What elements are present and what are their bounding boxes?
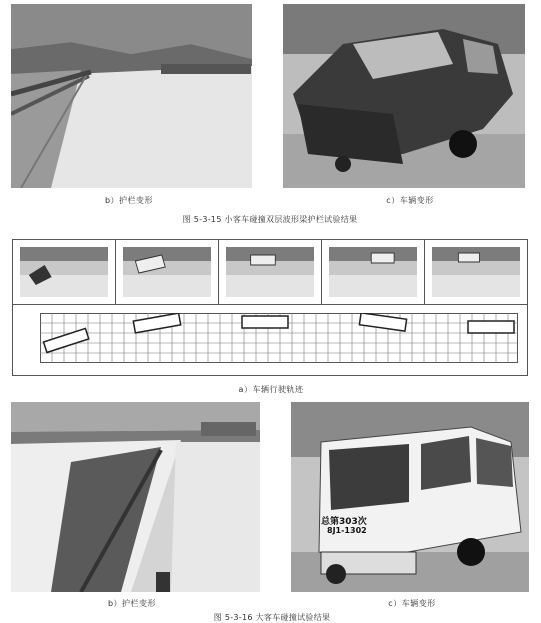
caption-vehicle-trajectory: a）车辆行驶轨迹	[238, 385, 304, 394]
guardrail-deformation-photo-bus	[11, 402, 260, 592]
trajectory-frame	[322, 240, 425, 304]
trajectory-frame	[425, 240, 527, 304]
bus-route-sign: 总第303次	[321, 517, 367, 527]
trajectory-frames-row	[13, 240, 527, 305]
trajectory-frame	[13, 240, 116, 304]
caption-guardrail-deformation: b）护栏变形	[104, 196, 154, 205]
guardrail-deformation-photo-small-car	[11, 4, 252, 188]
figure-title: 图 5-3-15 小客车碰撞双层波形梁护栏试验结果	[182, 215, 358, 224]
trajectory-frame	[116, 240, 219, 304]
trajectory-frame	[219, 240, 322, 304]
caption-vehicle-deformation-bus: c）车辆变形	[388, 599, 436, 608]
vehicle-deformation-photo-bus	[291, 402, 529, 592]
bus-plate-text: 8J1-1302	[327, 526, 367, 535]
trajectory-grid	[40, 313, 518, 363]
caption-guardrail-deformation-bus: b）护栏变形	[107, 599, 157, 608]
figure-title-bus: 图 5-3-16 大客车碰撞试验结果	[213, 613, 331, 622]
vehicle-position-5	[468, 321, 514, 333]
caption-vehicle-deformation: c）车辆变形	[386, 196, 434, 205]
vehicle-deformation-photo-small-car	[283, 4, 525, 188]
vehicle-position-3	[242, 316, 288, 328]
